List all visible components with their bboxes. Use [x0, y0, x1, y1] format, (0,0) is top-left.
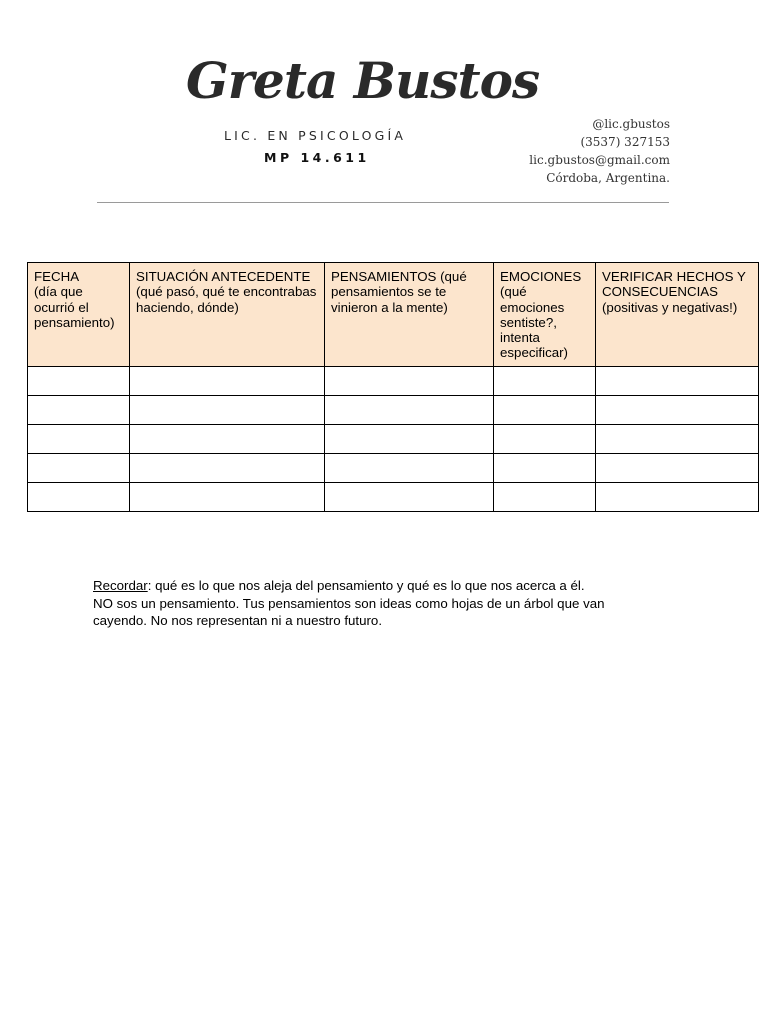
- column-header-emociones: EMOCIONES (qué emociones sentiste?, intenta especificar): [494, 263, 596, 367]
- reminder-line-1: [93, 577, 653, 595]
- reminder-text: : qué es lo que nos aleja del pensamiento y qué es lo que nos acerca a él.: [147, 578, 585, 593]
- contact-email: lic.gbustos@gmail.com: [529, 153, 670, 167]
- column-header-fecha: FECHA (día que ocurrió el pensamiento): [28, 263, 130, 367]
- table-cell[interactable]: [325, 396, 494, 425]
- column-header-situacion: SITUACIÓN ANTECEDENTE (qué pasó, qué te encontrabas haciendo, dónde): [130, 263, 325, 367]
- reminder-line-2: NO sos un pensamiento. Tus pensamientos son ideas como hojas de un árbol que van cayendo. No nos representan ni a nuestro futuro.: [93, 595, 605, 628]
- table-cell[interactable]: [130, 367, 325, 396]
- table-row: [28, 454, 759, 483]
- table-cell[interactable]: [130, 483, 325, 512]
- table-cell[interactable]: [28, 367, 130, 396]
- table-cell[interactable]: [494, 483, 596, 512]
- brand-title: LIC. EN PSICOLOGÍA: [224, 128, 407, 143]
- table-cell[interactable]: [28, 483, 130, 512]
- column-header-pensamientos: PENSAMIENTOS (qué pensamientos se te vinieron a la mente): [325, 263, 494, 367]
- table-cell[interactable]: [494, 454, 596, 483]
- table-row: [28, 396, 759, 425]
- table-cell[interactable]: [494, 367, 596, 396]
- table-cell[interactable]: [325, 483, 494, 512]
- table-cell[interactable]: [596, 396, 759, 425]
- table-header-row: [28, 263, 759, 367]
- table-cell[interactable]: [596, 425, 759, 454]
- table-cell[interactable]: [325, 454, 494, 483]
- contact-block: [529, 115, 670, 187]
- brand-name: Greta Bustos: [186, 51, 540, 110]
- reminder-note: [93, 577, 653, 630]
- header-divider: [97, 202, 669, 203]
- table-cell[interactable]: [130, 454, 325, 483]
- contact-location: Córdoba, Argentina.: [546, 171, 670, 185]
- license-number: MP 14.611: [264, 150, 370, 165]
- table-row: [28, 483, 759, 512]
- table-cell[interactable]: [130, 396, 325, 425]
- table-cell[interactable]: [325, 367, 494, 396]
- column-header-verificar: VERIFICAR HECHOS Y CONSECUENCIAS (positivas y negativas!): [596, 263, 759, 367]
- table-cell[interactable]: [494, 425, 596, 454]
- table-cell[interactable]: [28, 396, 130, 425]
- table-cell[interactable]: [28, 454, 130, 483]
- table-cell[interactable]: [596, 454, 759, 483]
- table-row: [28, 425, 759, 454]
- table-cell[interactable]: [130, 425, 325, 454]
- table-cell[interactable]: [596, 483, 759, 512]
- table-cell[interactable]: [596, 367, 759, 396]
- thought-record-table: [27, 262, 759, 512]
- contact-phone: (3537) 327153: [580, 135, 670, 149]
- contact-social: @lic.gbustos: [592, 117, 670, 131]
- table-cell[interactable]: [325, 425, 494, 454]
- reminder-label: Recordar: [93, 578, 148, 593]
- table-cell[interactable]: [28, 425, 130, 454]
- table-row: [28, 367, 759, 396]
- table-cell[interactable]: [494, 396, 596, 425]
